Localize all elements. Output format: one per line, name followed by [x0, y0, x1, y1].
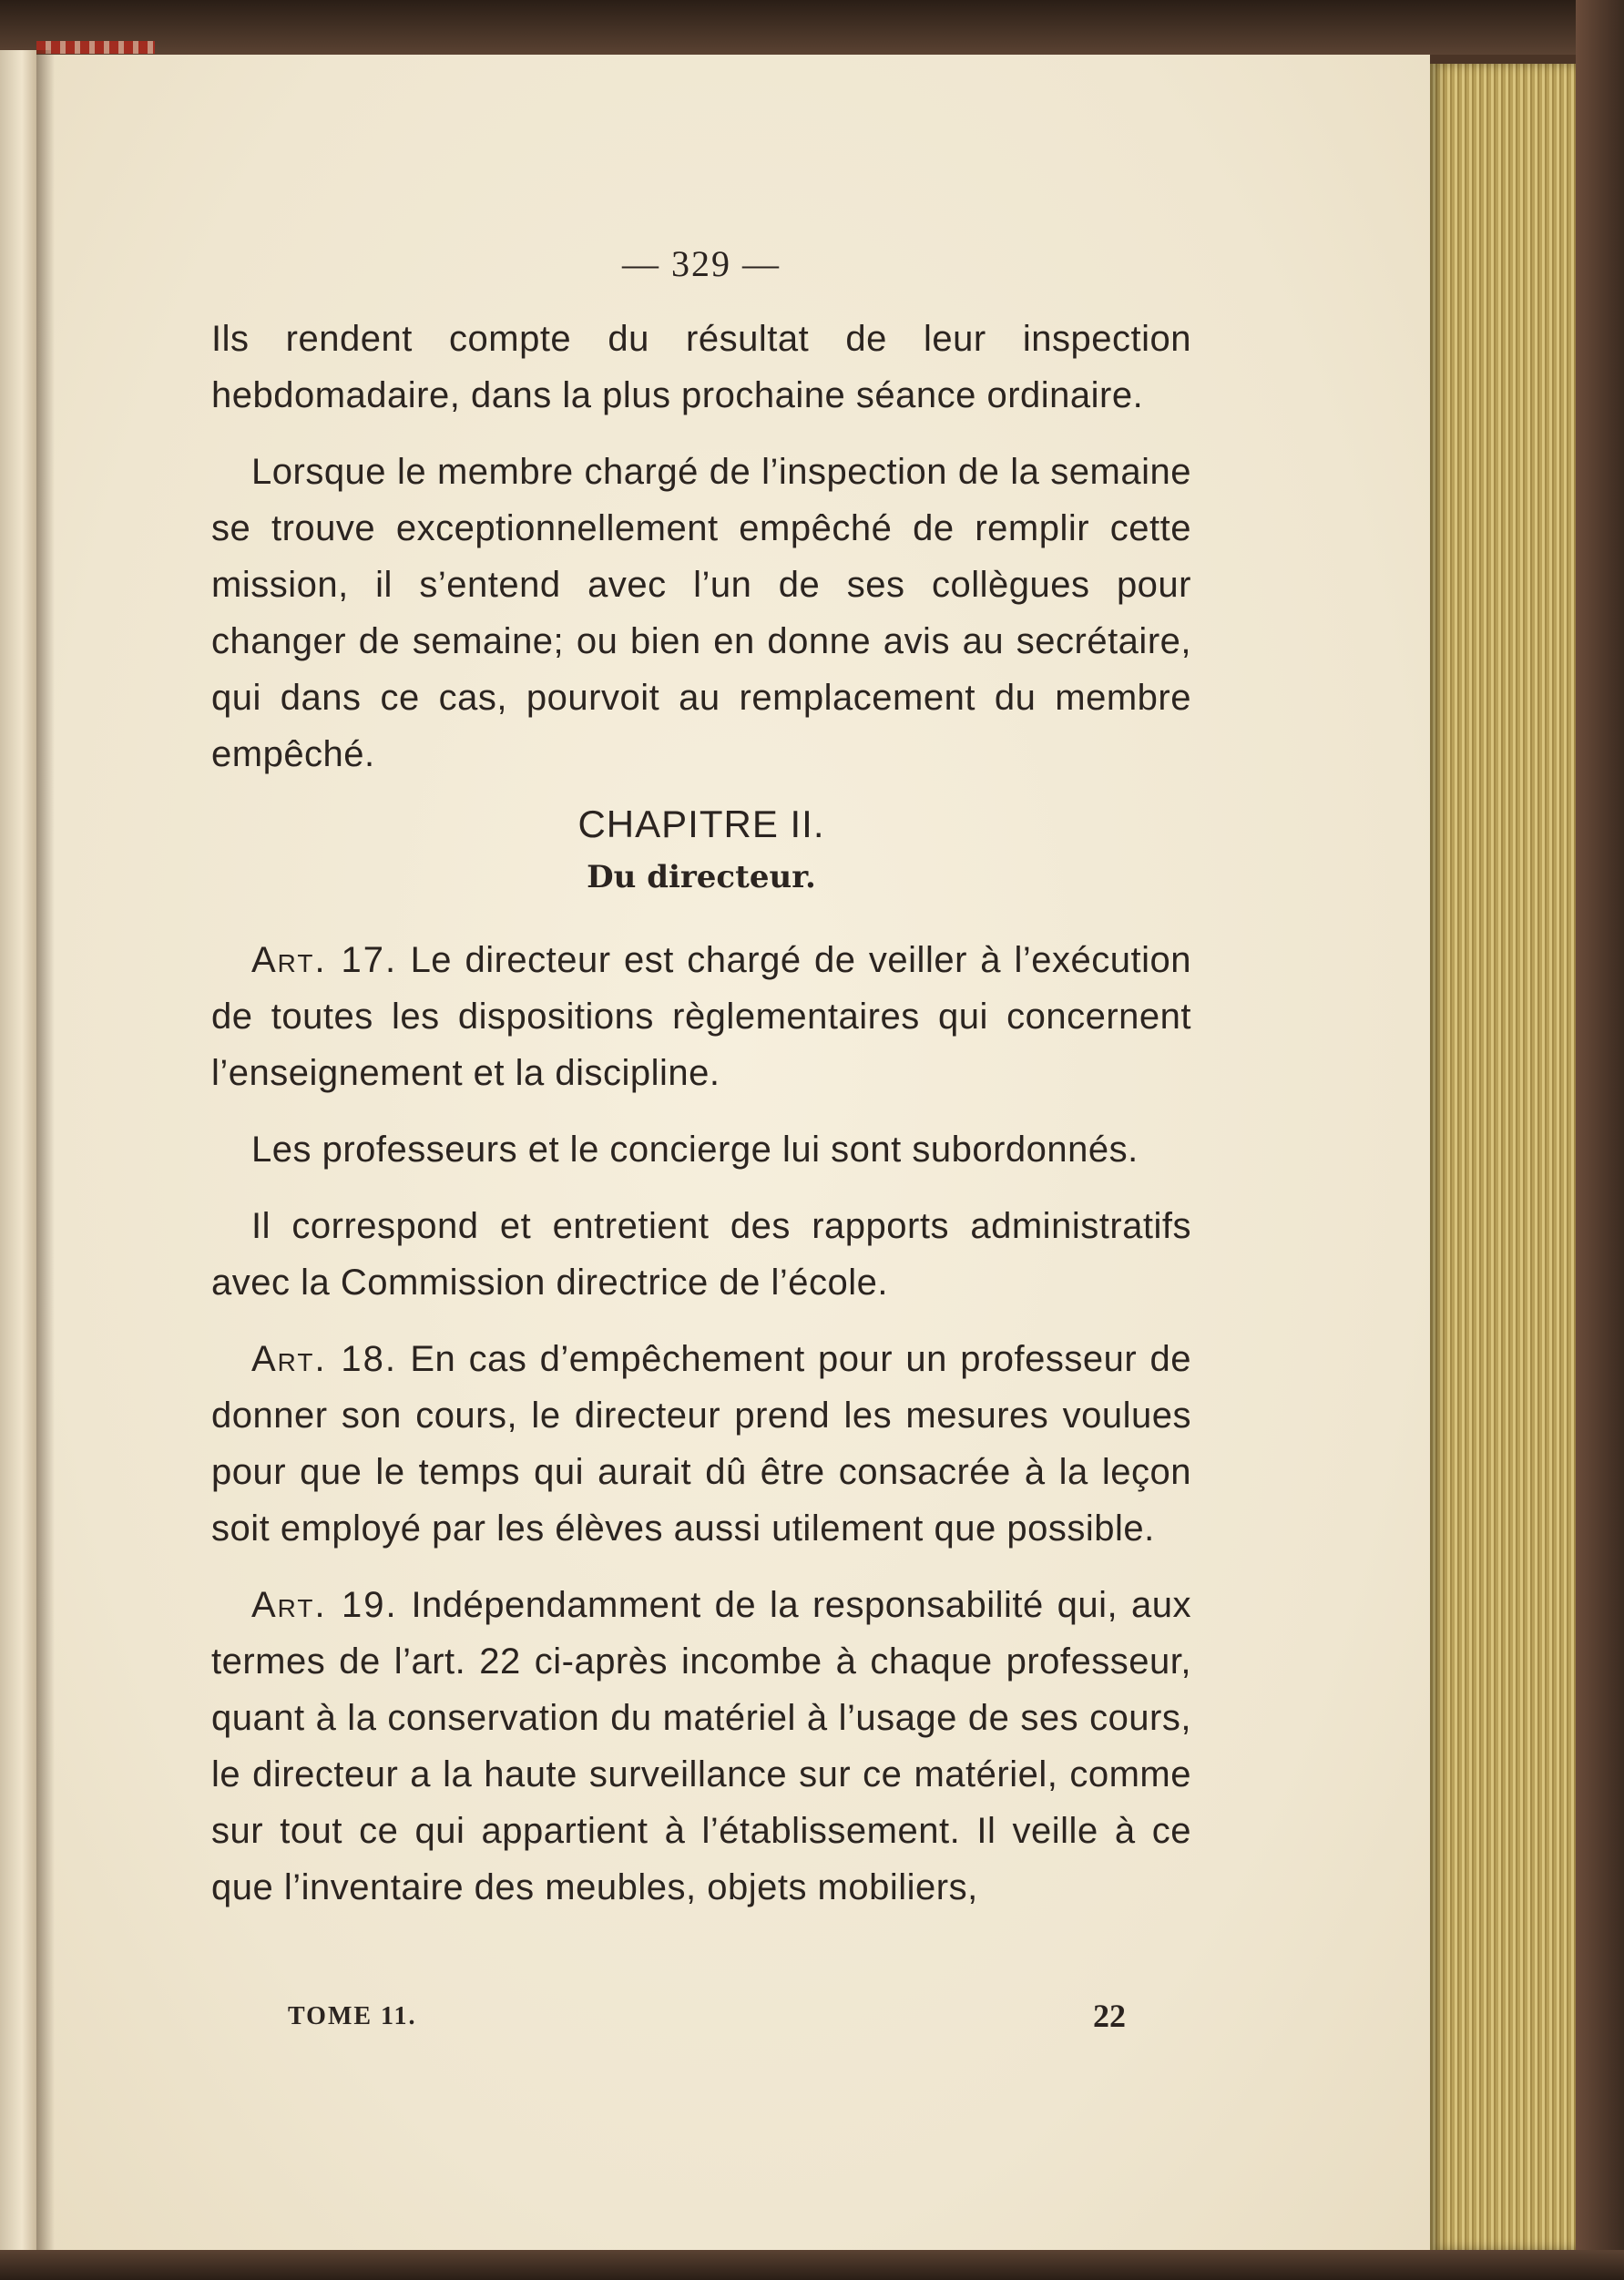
- article-label: Art. 18.: [251, 1339, 398, 1379]
- book-cover-top: [0, 0, 1624, 55]
- article-label: Art. 17.: [251, 940, 398, 980]
- article-paragraph: [211, 1198, 1191, 1311]
- article-paragraph: [211, 1577, 1191, 1916]
- book-cover-bottom: [0, 2250, 1624, 2280]
- chapter-title: CHAPITRE II.: [577, 803, 825, 845]
- book-cover-right: [1576, 0, 1624, 2280]
- article-text: En cas d’empêchement pour un professeur de donner son cours, le directeur prend les mesures voulues pour que le temps qui aurait dû être consacrée à la leçon soit employé par les élèves aussi utilement que possible.: [211, 1339, 1191, 1549]
- gutter-shadow: [36, 50, 55, 2254]
- page-number: — 329 —: [622, 243, 781, 284]
- article-text: Il correspond et entretient des rapports administratifs avec la Commission directrice de l’école.: [211, 1206, 1191, 1303]
- article-text: Indépendamment de la responsabilité qui, aux termes de l’art. 22 ci-après incombe à chaque professeur, quant à la conservation du matériel à l’usage de ses cours, le directeur a la haute surveillance sur ce matériel, comme sur tout ce qui appartient à l’établissement. Il veille à ce que l’inventaire des meubles, objets mobiliers,: [211, 1585, 1191, 1907]
- paragraph: Lorsque le membre chargé de l’inspection de la semaine se trouve exceptionnellement empêché de remplir cette mission, il s’entend avec l’un de ses collègues pour changer de semaine; ou bien en donne avis au secrétaire, qui dans ce cas, pourvoit au remplacement du membre empêché.: [211, 452, 1191, 774]
- article-label: Art. 19.: [251, 1585, 398, 1625]
- signature-mark: 22: [1093, 1998, 1126, 2034]
- article-text: Les professeurs et le concierge lui sont subordonnés.: [251, 1130, 1139, 1170]
- previous-page-edge: [0, 50, 36, 2254]
- chapter-subtitle: Du directeur.: [587, 859, 816, 895]
- article-paragraph: [211, 1121, 1191, 1178]
- volume-label: TOME 11.: [288, 2002, 417, 2030]
- article-paragraph: [211, 932, 1191, 1101]
- article-paragraph: [211, 1331, 1191, 1557]
- paragraph: Ils rendent compte du résultat de leur inspection hebdomadaire, dans la plus prochaine séance ordinaire.: [211, 319, 1191, 415]
- article-text: Le directeur est chargé de veiller à l’exécution de toutes les dispositions règlementaires qui concernent l’enseignement et la discipline.: [211, 940, 1191, 1093]
- page-text: [211, 242, 1191, 1936]
- gilt-page-edges: [1430, 64, 1576, 2250]
